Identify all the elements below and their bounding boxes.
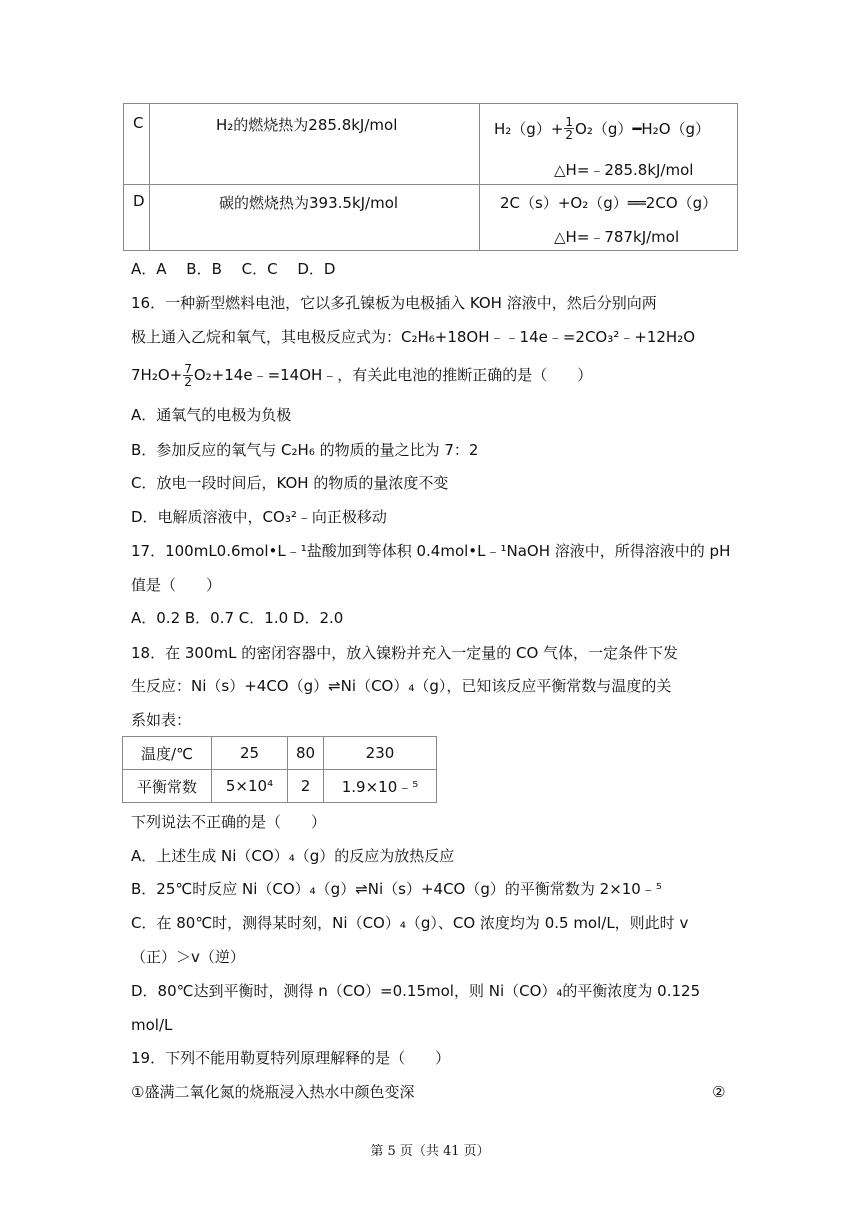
row-c-enthalpy: △H=﹣285.8kJ/mol: [554, 161, 694, 179]
q15-answer-options: A．A B．B C．C D．D: [131, 260, 336, 278]
constant-cell: 1.9×10﹣⁵: [324, 770, 437, 803]
fraction-numerator: 7: [184, 361, 192, 376]
row-d-enthalpy: △H=﹣787kJ/mol: [554, 228, 680, 246]
row-c-eq-right: O₂（g）━H₂O（g）: [575, 120, 711, 138]
q17-stem-line2: 值是（ ）: [131, 576, 222, 594]
row-d-description: 碳的燃烧热为393.5kJ/mol: [219, 194, 399, 212]
fraction-half: [564, 116, 574, 141]
constant-cell: 2: [288, 770, 324, 803]
fraction-denominator: 2: [184, 374, 192, 389]
q18-stem-line3: 系如表：: [131, 711, 192, 729]
q18-option-a: A．上述生成 Ni（CO）₄（g）的反应为放热反应: [131, 847, 455, 865]
q17-options: A．0.2 B．0.7 C．1.0 D．2.0: [131, 609, 344, 627]
temperature-label: 温度/℃: [123, 737, 212, 770]
q16-stem-line3: [131, 360, 592, 390]
q18-option-d: D．80℃达到平衡时，测得 n（CO）=0.15mol，则 Ni（CO）₄的平衡浓度为 0.125: [131, 982, 701, 1000]
q18-prompt: 下列说法不正确的是（ ）: [131, 813, 327, 831]
row-letter-d: D: [133, 192, 145, 210]
q17-stem-line1: 17．100mL0.6mol•L﹣¹盐酸加到等体积 0.4mol•L﹣¹NaOH 溶液中，所得溶液中的 pH: [131, 542, 731, 560]
table-divider: [124, 184, 737, 185]
q16-stem-line2: 极上通入乙烷和氧气，其电极反应式为：C₂H₆+18OH﹣﹣14e﹣=2CO₃²﹣+12H₂O: [131, 328, 696, 346]
q16-option-c: C．放电一段时间后，KOH 的物质的量浓度不变: [131, 474, 449, 492]
q19-stem: 19．下列不能用勒夏特列原理解释的是（ ）: [131, 1049, 451, 1067]
q19-item-1: ①盛满二氧化氮的烧瓶浸入热水中颜色变深: [131, 1083, 415, 1101]
table-divider: [149, 104, 150, 250]
table-divider: [479, 104, 480, 250]
q16-option-b: B．参加反应的氧气与 C₂H₆ 的物质的量之比为 7：2: [131, 441, 479, 459]
table-row: [123, 737, 437, 770]
q16-stem-line3-right: O₂+14e﹣=14OH﹣，有关此电池的推断正确的是（ ）: [193, 366, 593, 384]
q19-item-2-marker: ②: [712, 1083, 726, 1101]
table-row: [123, 770, 437, 803]
q16-option-d: D．电解质溶液中，CO₃²﹣向正极移动: [131, 508, 387, 526]
fraction-seven-halves: [183, 363, 193, 388]
q18-option-b: B．25℃时反应 Ni（CO）₄（g）⇌Ni（s）+4CO（g）的平衡常数为 2×10﹣⁵: [131, 880, 662, 898]
q16-option-a: A．通氧气的电极为负极: [131, 406, 292, 424]
q18-stem-line2: 生反应：Ni（s）+4CO（g）⇌Ni（CO）₄（g），已知该反应平衡常数与温度的关: [131, 677, 672, 695]
temperature-cell: 230: [324, 737, 437, 770]
options-table: [123, 103, 738, 251]
row-letter-c: C: [133, 114, 144, 132]
temperature-cell: 25: [212, 737, 288, 770]
row-d-equation: 2C（s）+O₂（g）══2CO（g）: [500, 194, 718, 212]
q16-stem-line1: 16．一种新型燃料电池，它以多孔镍板为电极插入 KOH 溶液中，然后分别向两: [131, 294, 657, 312]
row-c-description: H₂的燃烧热为285.8kJ/mol: [216, 116, 398, 134]
equilibrium-constant-table: [122, 736, 437, 803]
fraction-numerator: 1: [565, 115, 574, 129]
page-footer: 第 5 页（共 41 页）: [370, 1144, 490, 1159]
row-c-equation: [494, 116, 710, 141]
q18-option-c-cont: （正）＞v（逆）: [131, 948, 245, 966]
constant-cell: 5×10⁴: [212, 770, 288, 803]
q18-option-d-cont: mol/L: [131, 1016, 173, 1034]
q16-stem-line3-left: 7H₂O+: [131, 366, 183, 384]
temperature-cell: 80: [288, 737, 324, 770]
q18-option-c: C．在 80℃时，测得某时刻，Ni（CO）₄（g）、CO 浓度均为 0.5 mol/L，则此时 v: [131, 914, 689, 932]
q18-stem-line1: 18．在 300mL 的密闭容器中，放入镍粉并充入一定量的 CO 气体，一定条件下发: [131, 644, 679, 662]
constant-label: 平衡常数: [123, 770, 212, 803]
fraction-denominator: 2: [565, 128, 574, 142]
row-c-eq-left: H₂（g）+: [494, 120, 564, 138]
